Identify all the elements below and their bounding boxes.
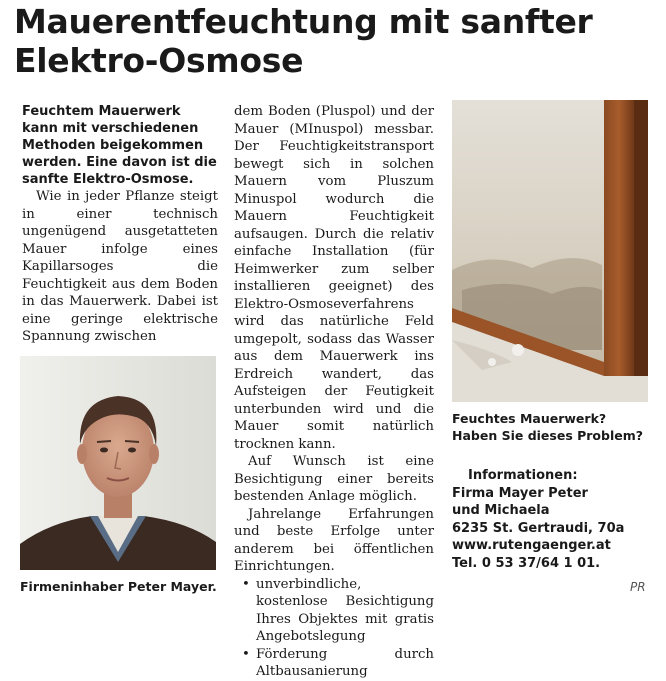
info-line-company: Firma Mayer Peter bbox=[452, 485, 588, 501]
wall-caption: Feuchtes Mauerwerk? Haben Sie dieses Problem? bbox=[452, 411, 644, 443]
benefit-item: • unverbindliche, kostenlose Besichtigung Ihres Objektes mit gratis Angebotslegung bbox=[256, 576, 434, 646]
body-paragraph-1: Wie in jeder Pflanze steigt in einer technisch ungenügend ausgetatteten Mauer infolge eines Kapillarsoges die Feuchtigkeit aus dem Boden in das Mauerwerk. Dabei ist eine geringe elektrische Spannung zwischen bbox=[22, 189, 218, 344]
damp-wall-photo bbox=[452, 100, 648, 402]
benefit-item: • Förderung durch Altbausanierung bbox=[256, 646, 434, 681]
info-line-website: www.rutengaenger.at bbox=[452, 538, 611, 554]
info-line-phone: Tel. 0 53 37/64 1 01. bbox=[452, 555, 601, 571]
info-title: Informationen: bbox=[468, 468, 578, 483]
portrait-photo bbox=[20, 356, 216, 570]
body-paragraph-3: Auf Wunsch ist eine Besichtigung einer bereits bestenden Anlage möglich. bbox=[234, 454, 434, 504]
body-paragraph-4: Jahrelange Erfahrungen und beste Erfolge unter anderem bei öffentlichen Einrichtungen. bbox=[234, 506, 434, 574]
info-box bbox=[452, 467, 652, 573]
column-1 bbox=[22, 103, 218, 346]
info-line-names: und Michaela bbox=[452, 503, 550, 519]
column-2 bbox=[234, 103, 434, 681]
headline: Mauerentfeuchtung mit sanfter Elektro-Osmose bbox=[14, 2, 593, 80]
body-paragraph-2: dem Boden (Pluspol) und der Mauer (MInuspol) messbar. Der Feuchtigkeitstransport bewegt sich in solchen Mauern vom Pluszum Minuspol wodurch die Mauern Feuchtigkeit aufsaugen. Durch die relativ einfache Installation (für Heimwerker zum selber installieren geeignet) des Elektro-Osmoseverfahrens wird das natürliche Feld umgepolt, sodass das Wasser aus dem Mauerwerk ins Erdreich wandert, das Aufsteigen der Feutigkeit unterbunden wird und die Mauer somit natürlich trocknen kann. bbox=[234, 104, 434, 452]
credit-label: PR bbox=[630, 580, 646, 594]
portrait-caption: Firmeninhaber Peter Mayer. bbox=[20, 579, 217, 594]
lead-paragraph: Feuchtem Mauerwerk kann mit verschiedenen Methoden beigekommen werden. Eine davon ist die sanfte Elektro-Osmose. bbox=[22, 104, 217, 187]
info-line-address: 6235 St. Gertraudi, 70a bbox=[452, 520, 625, 536]
benefit-list bbox=[234, 576, 434, 681]
